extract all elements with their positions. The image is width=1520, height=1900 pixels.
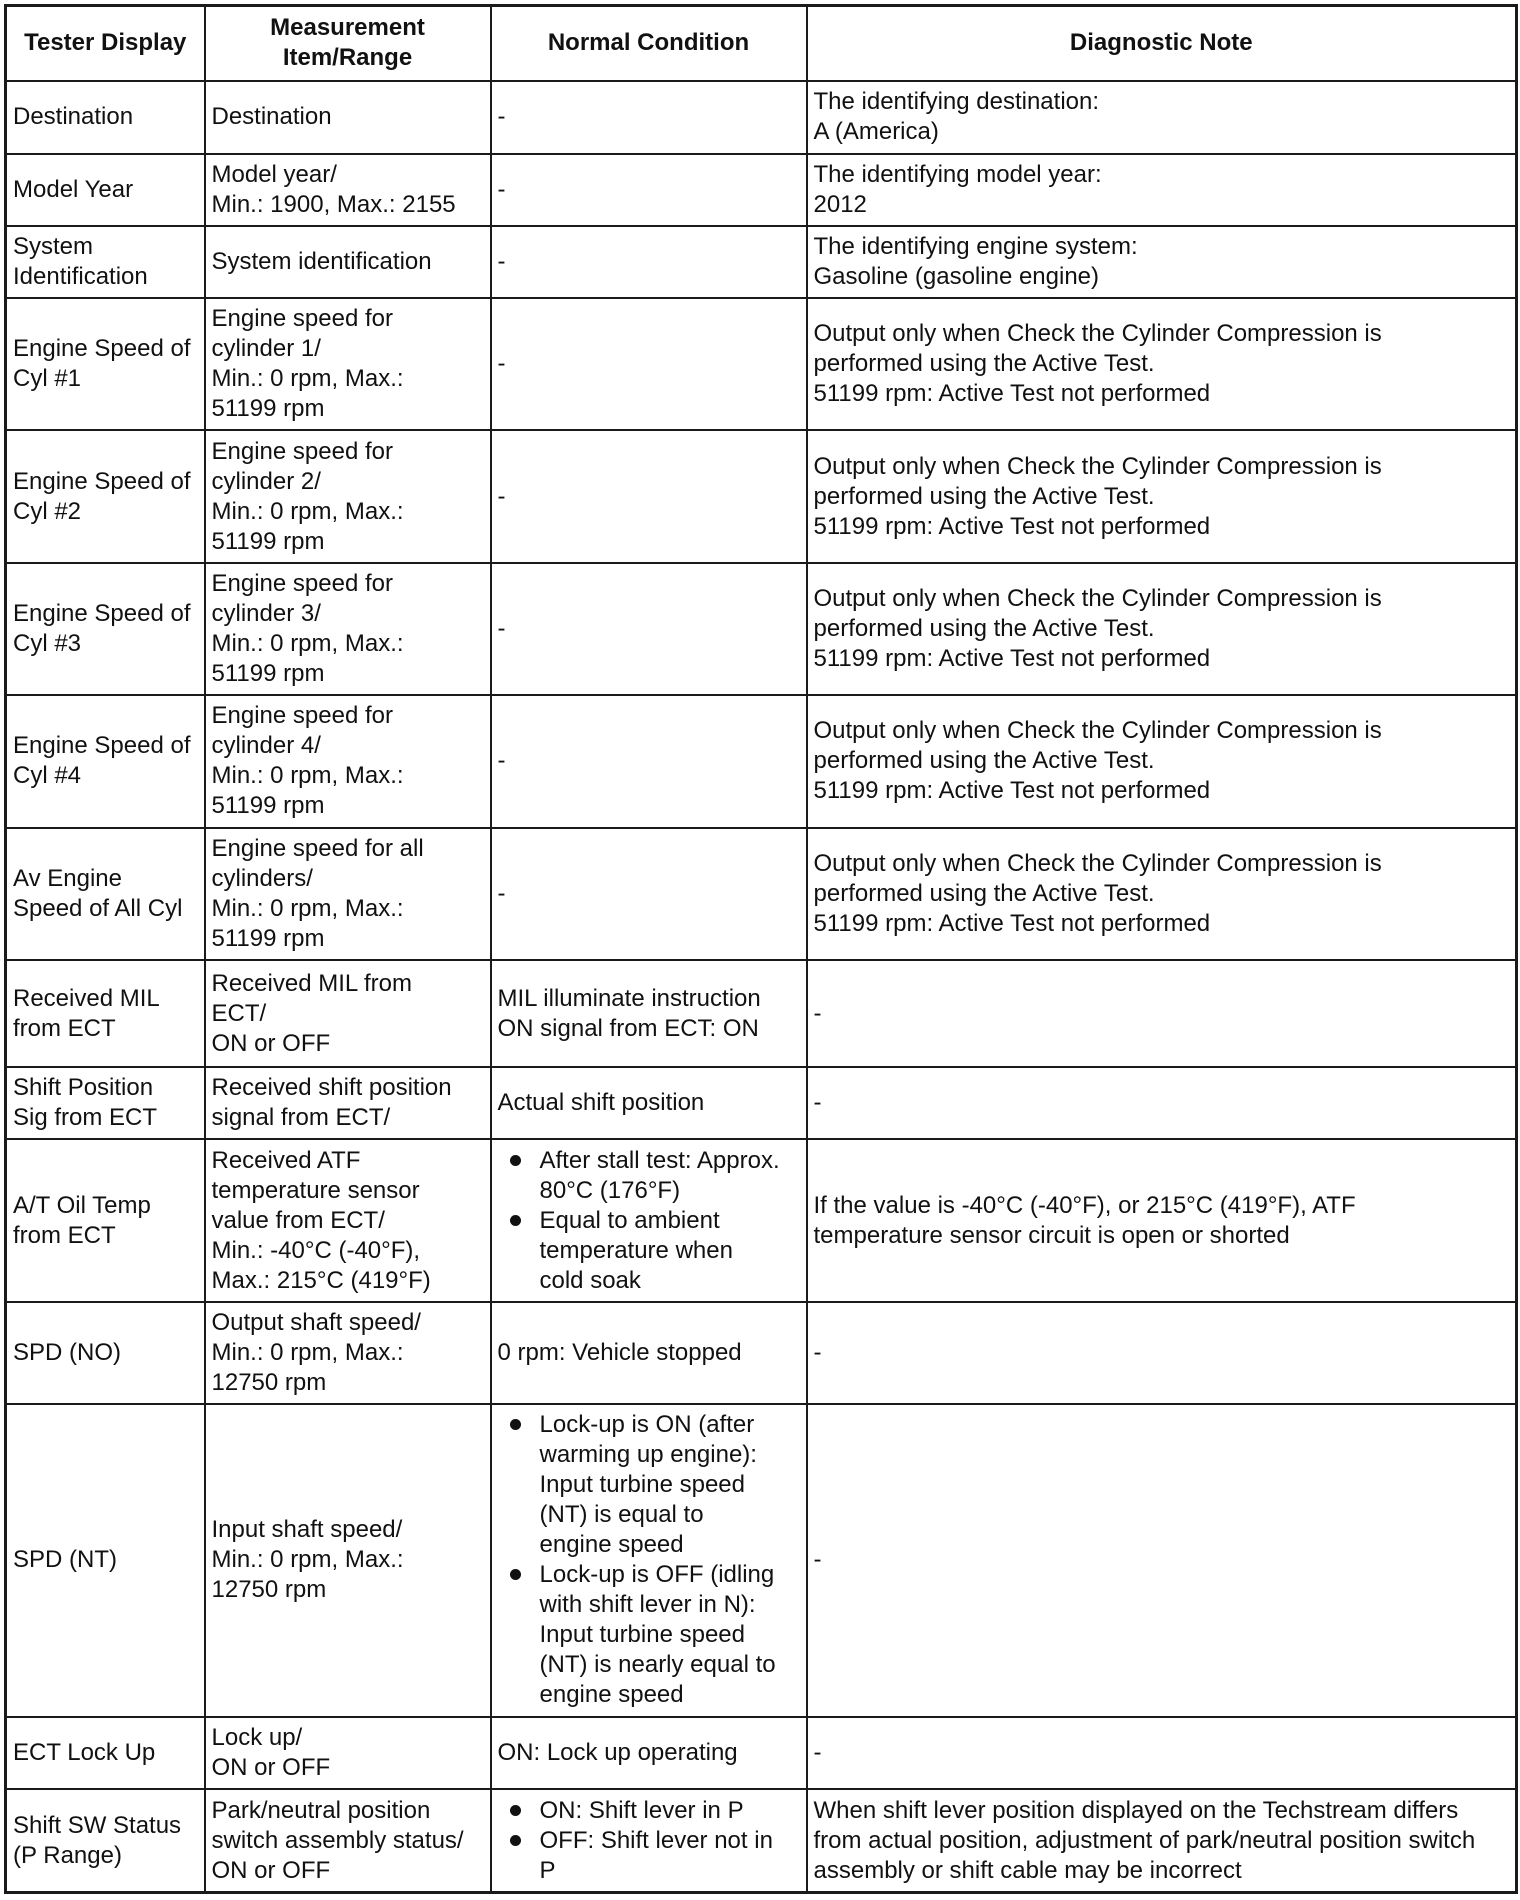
diagnostic-note-cell: -	[807, 1067, 1517, 1139]
diagnostic-note-cell: The identifying model year: 2012	[807, 154, 1517, 226]
table-row	[6, 1302, 1517, 1404]
diagnostic-note-cell: Output only when Check the Cylinder Compression is performed using the Active Test. 51199 rpm: Active Test not performed	[807, 563, 1517, 695]
measurement-range-cell: Received ATF temperature sensor value from ECT/ Min.: -40°C (-40°F), Max.: 215°C (419°F)	[205, 1139, 491, 1301]
measurement-range-cell: Destination	[205, 81, 491, 154]
diagnostic-note-cell: -	[807, 960, 1517, 1067]
bullet-item: Lock-up is ON (after warming up engine): Input turbine speed (NT) is equal to engine speed	[540, 1410, 800, 1560]
table-row	[6, 695, 1517, 827]
tester-display-cell: Model Year	[6, 154, 205, 226]
table-row	[6, 154, 1517, 226]
diagnostic-note-cell: -	[807, 1717, 1517, 1789]
normal-condition-cell: Actual shift position	[491, 1067, 807, 1139]
data-list-table	[4, 4, 1518, 1894]
normal-condition-cell: -	[491, 226, 807, 298]
tester-display-cell: Received MIL from ECT	[6, 960, 205, 1067]
measurement-range-cell: Park/neutral position switch assembly status/ ON or OFF	[205, 1789, 491, 1892]
bullet-item: OFF: Shift lever not in P	[540, 1826, 800, 1886]
normal-condition-cell: ON: Lock up operating	[491, 1717, 807, 1789]
measurement-range-cell: System identification	[205, 226, 491, 298]
measurement-range-cell: Engine speed for cylinder 3/ Min.: 0 rpm, Max.: 51199 rpm	[205, 563, 491, 695]
header-row	[6, 6, 1517, 81]
table-row	[6, 226, 1517, 298]
normal-condition-cell: -	[491, 695, 807, 827]
measurement-range-cell: Engine speed for cylinder 4/ Min.: 0 rpm, Max.: 51199 rpm	[205, 695, 491, 827]
normal-condition-cell: MIL illuminate instruction ON signal from ECT: ON	[491, 960, 807, 1067]
normal-condition-cell: -	[491, 828, 807, 960]
table-body	[6, 81, 1517, 1893]
tester-display-cell: A/T Oil Temp from ECT	[6, 1139, 205, 1301]
bullet-item: Equal to ambient temperature when cold soak	[540, 1206, 800, 1296]
normal-condition-cell: -	[491, 298, 807, 430]
header-normal-condition: Normal Condition	[491, 6, 807, 81]
bullet-list	[498, 1146, 800, 1296]
table-row	[6, 1067, 1517, 1139]
bullet-list	[498, 1796, 800, 1886]
tester-display-cell: Shift SW Status (P Range)	[6, 1789, 205, 1892]
table-row	[6, 960, 1517, 1067]
table-row	[6, 1139, 1517, 1301]
table-row	[6, 563, 1517, 695]
diagnostic-note-cell: Output only when Check the Cylinder Compression is performed using the Active Test. 51199 rpm: Active Test not performed	[807, 430, 1517, 562]
header-measurement-item: Measurement Item/Range	[205, 6, 491, 81]
measurement-range-cell: Model year/ Min.: 1900, Max.: 2155	[205, 154, 491, 226]
tester-display-cell: ECT Lock Up	[6, 1717, 205, 1789]
header-tester-display: Tester Display	[6, 6, 205, 81]
normal-condition-cell: -	[491, 430, 807, 562]
tester-display-cell: Destination	[6, 81, 205, 154]
diagnostic-note-cell: The identifying destination: A (America)	[807, 81, 1517, 154]
bullet-item: After stall test: Approx. 80°C (176°F)	[540, 1146, 800, 1206]
measurement-range-cell: Engine speed for cylinder 1/ Min.: 0 rpm, Max.: 51199 rpm	[205, 298, 491, 430]
measurement-range-cell: Input shaft speed/ Min.: 0 rpm, Max.: 12750 rpm	[205, 1404, 491, 1717]
measurement-range-cell: Received shift position signal from ECT/	[205, 1067, 491, 1139]
measurement-range-cell: Engine speed for cylinder 2/ Min.: 0 rpm, Max.: 51199 rpm	[205, 430, 491, 562]
normal-condition-cell: -	[491, 81, 807, 154]
tester-display-cell: SPD (NT)	[6, 1404, 205, 1717]
tester-display-cell: Av Engine Speed of All Cyl	[6, 828, 205, 960]
normal-condition-cell	[491, 1404, 807, 1717]
diagnostic-note-cell: -	[807, 1404, 1517, 1717]
measurement-range-cell: Lock up/ ON or OFF	[205, 1717, 491, 1789]
table-row	[6, 828, 1517, 960]
measurement-range-cell: Received MIL from ECT/ ON or OFF	[205, 960, 491, 1067]
table-row	[6, 1789, 1517, 1892]
tester-display-cell: Shift Position Sig from ECT	[6, 1067, 205, 1139]
normal-condition-cell: -	[491, 154, 807, 226]
diagnostic-note-cell: -	[807, 1302, 1517, 1404]
normal-condition-cell: -	[491, 563, 807, 695]
normal-condition-cell: 0 rpm: Vehicle stopped	[491, 1302, 807, 1404]
table-row	[6, 1404, 1517, 1717]
bullet-list	[498, 1410, 800, 1710]
measurement-range-cell: Output shaft speed/ Min.: 0 rpm, Max.: 12750 rpm	[205, 1302, 491, 1404]
tester-display-cell: SPD (NO)	[6, 1302, 205, 1404]
tester-display-cell: Engine Speed of Cyl #2	[6, 430, 205, 562]
diagnostic-note-cell: Output only when Check the Cylinder Compression is performed using the Active Test. 51199 rpm: Active Test not performed	[807, 828, 1517, 960]
tester-display-cell: Engine Speed of Cyl #1	[6, 298, 205, 430]
table-row	[6, 81, 1517, 154]
measurement-range-cell: Engine speed for all cylinders/ Min.: 0 rpm, Max.: 51199 rpm	[205, 828, 491, 960]
diagnostic-note-cell: The identifying engine system: Gasoline (gasoline engine)	[807, 226, 1517, 298]
diagnostic-note-cell: Output only when Check the Cylinder Compression is performed using the Active Test. 51199 rpm: Active Test not performed	[807, 695, 1517, 827]
diagnostic-note-cell: When shift lever position displayed on the Techstream differs from actual position, adjustment of park/neutral position switch assembly or shift cable may be incorrect	[807, 1789, 1517, 1892]
tester-display-cell: System Identification	[6, 226, 205, 298]
bullet-item: Lock-up is OFF (idling with shift lever in N): Input turbine speed (NT) is nearly equal to engine speed	[540, 1560, 800, 1710]
tester-display-cell: Engine Speed of Cyl #4	[6, 695, 205, 827]
normal-condition-cell	[491, 1139, 807, 1301]
table-row	[6, 298, 1517, 430]
diagnostic-note-cell: Output only when Check the Cylinder Compression is performed using the Active Test. 51199 rpm: Active Test not performed	[807, 298, 1517, 430]
header-diagnostic-note: Diagnostic Note	[807, 6, 1517, 81]
bullet-item: ON: Shift lever in P	[540, 1796, 800, 1826]
diagnostic-note-cell: If the value is -40°C (-40°F), or 215°C (419°F), ATF temperature sensor circuit is open or shorted	[807, 1139, 1517, 1301]
normal-condition-cell	[491, 1789, 807, 1892]
table-row	[6, 430, 1517, 562]
table-row	[6, 1717, 1517, 1789]
tester-display-cell: Engine Speed of Cyl #3	[6, 563, 205, 695]
